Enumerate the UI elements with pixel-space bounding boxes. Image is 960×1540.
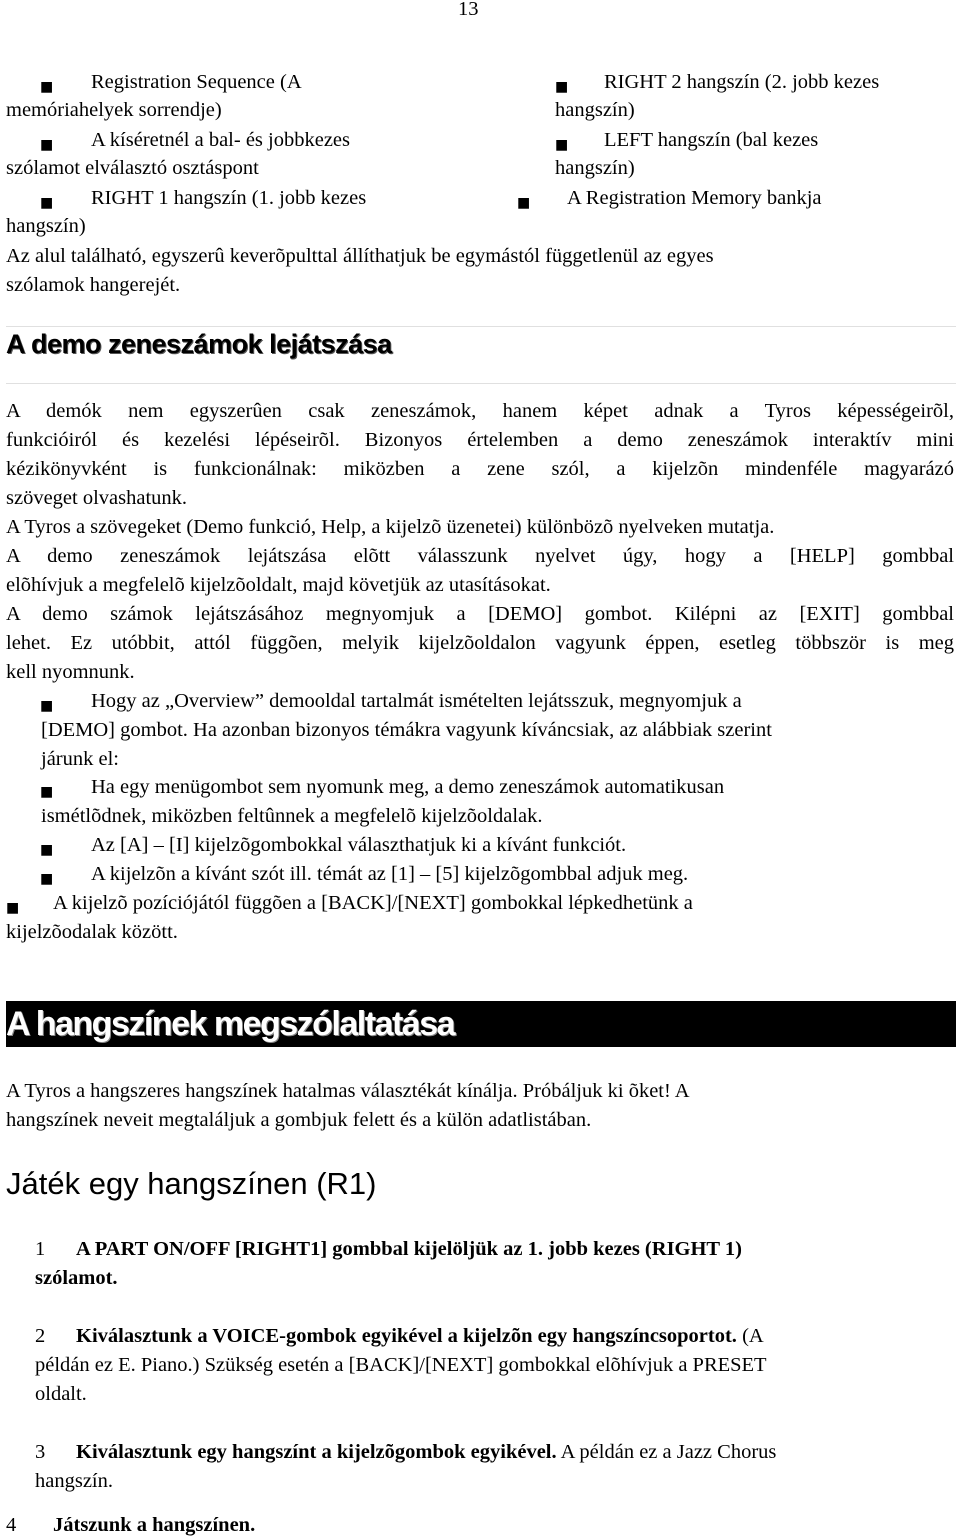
step-text-cont: hangszín. bbox=[35, 1470, 113, 1492]
list-item-cont: [DEMO] gombot. Ha azonban bizonyos témákra vagyunk kíváncsiak, az alábbiak szerint bbox=[41, 719, 772, 741]
list-item: A kijelzõn a kívánt szót ill. témát az [1] – [5] kijelzõgombbal adjuk meg. bbox=[91, 863, 689, 885]
demo-paragraph-line: elõhívjuk a megfelelõ kijelzõoldalt, majd követjük az utasításokat. bbox=[6, 574, 551, 596]
divider bbox=[6, 326, 956, 327]
bullet-icon: ■ bbox=[555, 79, 569, 95]
demo-paragraph-line: kézikönyvként is funkcionálnak: miközben a zene szól, a kijelzõn mindenféle magyarázó bbox=[6, 458, 954, 480]
list-item: LEFT hangszín (bal kezes bbox=[604, 129, 819, 151]
step-text-cont: szólamot. bbox=[35, 1267, 118, 1289]
list-item-cont: szólamot elválasztó osztáspont bbox=[6, 157, 259, 179]
demo-paragraph-line: lehet. Ez utóbbit, attól függõen, melyik kijelzõoldalon vagyunk éppen, esetleg többször is meg bbox=[6, 632, 954, 654]
page-number: 13 bbox=[458, 0, 479, 20]
list-item-cont: memóriahelyek sorrendje) bbox=[6, 99, 222, 121]
step-text-cont: példán ez E. Piano.) Szükség esetén a [BACK]/[NEXT] gombokkal elõhívjuk a PRESET bbox=[35, 1354, 767, 1376]
bullet-icon: ■ bbox=[40, 137, 54, 153]
list-item: Hogy az „Overview” demooldal tartalmát ismételten lejátsszuk, megnyomjuk a bbox=[91, 690, 742, 712]
step-text-rest: (A bbox=[736, 1325, 764, 1347]
step-number: 4 bbox=[6, 1514, 17, 1536]
bullet-icon: ■ bbox=[40, 195, 54, 211]
list-item: Az [A] – [I] kijelzõgombokkal választhatjuk ki a kívánt funkciót. bbox=[91, 834, 627, 856]
demo-paragraph-line: szöveget olvashatunk. bbox=[6, 487, 188, 509]
step-number: 1 bbox=[35, 1238, 46, 1260]
voice-section-banner bbox=[6, 1001, 956, 1047]
bullet-icon: ■ bbox=[40, 784, 54, 800]
step-number: 2 bbox=[35, 1325, 46, 1347]
bullet-icon: ■ bbox=[6, 900, 20, 916]
list-item: A kijelzõ pozíciójától függõen a [BACK]/[NEXT] gombokkal lépkedhetünk a bbox=[53, 892, 693, 914]
list-item: RIGHT 1 hangszín (1. jobb kezes bbox=[91, 187, 367, 209]
mixer-paragraph-line1: Az alul található, egyszerû keverõpulttal állíthatjuk be egymástól függetlenül az egyes bbox=[6, 245, 714, 267]
voice-paragraph-line: A Tyros a hangszeres hangszínek hatalmas választékát kínálja. Próbáljuk ki õket! A bbox=[6, 1080, 690, 1102]
play-section-heading: Játék egy hangszínen (R1) bbox=[6, 1166, 377, 1201]
demo-paragraph-line: A demók nem egyszerûen csak zeneszámok, hanem képet adnak a Tyros képességeirõl, bbox=[6, 400, 954, 422]
step-text: Játszunk a hangszínen. bbox=[53, 1514, 256, 1536]
bullet-icon: ■ bbox=[40, 79, 54, 95]
step-text-cont: oldalt. bbox=[35, 1383, 87, 1405]
list-item-cont: hangszín) bbox=[555, 157, 635, 179]
step-text bbox=[76, 1322, 764, 1351]
list-item: A kíséretnél a bal- és jobbkezes bbox=[91, 129, 351, 151]
list-item-cont: hangszín) bbox=[555, 99, 635, 121]
bullet-icon: ■ bbox=[517, 195, 531, 211]
bullet-icon: ■ bbox=[40, 698, 54, 714]
step-text-rest: A példán ez a Jazz Chorus bbox=[556, 1441, 777, 1463]
demo-paragraph-line: A demo zeneszámok lejátszása elõtt válasszunk nyelvet úgy, hogy a [HELP] gombbal bbox=[6, 545, 954, 567]
demo-paragraph-line: funkcióiról és kezelési lépéseirõl. Bizonyos értelemben a demo zeneszámok interaktív mini bbox=[6, 429, 954, 451]
bullet-icon: ■ bbox=[40, 842, 54, 858]
list-item: A Registration Memory bankja bbox=[567, 187, 822, 209]
list-item: RIGHT 2 hangszín (2. jobb kezes bbox=[604, 71, 880, 93]
bullet-icon: ■ bbox=[555, 137, 569, 153]
step-number: 3 bbox=[35, 1441, 46, 1463]
list-item-cont: hangszín) bbox=[6, 215, 86, 237]
bullet-icon: ■ bbox=[40, 871, 54, 887]
demo-section-heading: A demo zeneszámok lejátszása bbox=[6, 329, 392, 359]
step-text-bold: Kiválasztunk egy hangszínt a kijelzõgombok egyikével. bbox=[76, 1441, 557, 1463]
voice-section-heading: A hangszínek megszólaltatása bbox=[6, 1005, 455, 1043]
mixer-paragraph-line2: szólamok hangerejét. bbox=[6, 274, 181, 296]
list-item-cont: ismétlõdnek, miközben feltûnnek a megfelelõ kijelzõoldalak. bbox=[41, 805, 543, 827]
list-item-cont: járunk el: bbox=[41, 748, 119, 770]
divider bbox=[6, 383, 956, 384]
demo-paragraph: A Tyros a szövegeket (Demo funkció, Help, a kijelzõ üzenetei) különbözõ nyelveken mutatja. bbox=[6, 516, 775, 538]
list-item: Ha egy menügombot sem nyomunk meg, a demo zeneszámok automatikusan bbox=[91, 776, 725, 798]
voice-paragraph-line: hangszínek neveit megtaláljuk a gombjuk felett és a külön adatlistában. bbox=[6, 1109, 592, 1131]
list-item: Registration Sequence (A bbox=[91, 71, 302, 93]
step-text bbox=[76, 1438, 776, 1467]
demo-paragraph-line: kell nyomnunk. bbox=[6, 661, 135, 683]
list-item-cont: kijelzõodalak között. bbox=[6, 921, 178, 943]
step-text: A PART ON/OFF [RIGHT1] gombbal kijelöljük az 1. jobb kezes (RIGHT 1) bbox=[76, 1238, 742, 1260]
step-text-bold: Kiválasztunk a VOICE-gombok egyikével a kijelzõn egy hangszíncsoportot. bbox=[76, 1325, 737, 1347]
demo-paragraph-line: A demo számok lejátszásához megnyomjuk a [DEMO] gombot. Kilépni az [EXIT] gombbal bbox=[6, 603, 954, 625]
